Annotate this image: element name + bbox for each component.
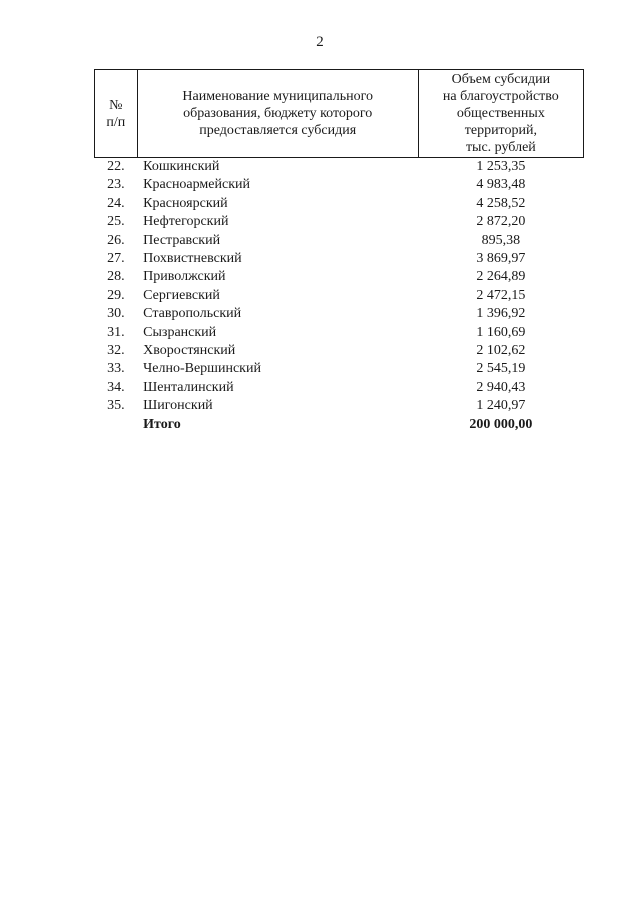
row-number: 30. — [107, 306, 125, 322]
header-number-line: п/п — [106, 114, 126, 130]
table-row — [95, 342, 584, 360]
subsidy-amount: 1 253,35 — [476, 159, 526, 174]
subsidy-amount: 1 160,69 — [476, 324, 526, 340]
total-number — [95, 416, 138, 434]
header-amount-line: общественных — [456, 106, 545, 121]
table-row — [95, 324, 584, 342]
subsidy-table — [94, 69, 584, 434]
municipality-name: Шенталинский — [143, 379, 234, 395]
row-number: 25. — [107, 214, 125, 230]
table-row — [95, 360, 584, 378]
municipality-name: Ставропольский — [143, 306, 242, 322]
header-amount-line: тыс. рублей — [465, 140, 536, 155]
subsidy-amount: 1 396,92 — [476, 306, 526, 322]
table-row — [95, 232, 584, 250]
header-amount-line: на благоустройство — [442, 89, 559, 104]
row-number: 35. — [107, 398, 125, 414]
header-municipality-line: Наименование муниципального — [182, 89, 374, 104]
header-municipality-line: образования, бюджету которого — [183, 106, 373, 121]
municipality-name: Челно-Вершинский — [143, 361, 261, 377]
subsidy-amount: 1 240,97 — [476, 398, 526, 414]
header-municipality-line: предоставляется субсидия — [199, 123, 357, 138]
table-header-row — [95, 70, 584, 158]
table-row — [95, 213, 584, 231]
table-row — [95, 250, 584, 268]
subsidy-amount: 2 940,43 — [476, 379, 526, 395]
subsidy-amount: 2 872,20 — [476, 214, 526, 230]
table-row — [95, 287, 584, 305]
table-row — [95, 195, 584, 213]
row-number: 28. — [107, 269, 125, 285]
municipality-name: Приволжский — [143, 269, 226, 285]
row-number: 31. — [107, 324, 125, 340]
table-row — [95, 268, 584, 286]
row-number: 34. — [107, 379, 125, 395]
row-number: 27. — [107, 251, 125, 267]
municipality-name: Нефтегорский — [143, 214, 229, 230]
row-number: 24. — [107, 195, 125, 211]
header-amount-line: территорий, — [464, 123, 537, 138]
subsidy-amount: 2 472,15 — [476, 287, 526, 303]
row-number: 33. — [107, 361, 125, 377]
subsidy-amount: 2 264,89 — [476, 269, 526, 285]
municipality-name: Сызранский — [143, 324, 217, 340]
subsidy-amount: 3 869,97 — [476, 251, 526, 267]
total-row — [95, 416, 584, 434]
municipality-name: Красноармейский — [143, 177, 250, 193]
table-body — [95, 158, 584, 435]
municipality-name: Кошкинский — [143, 159, 220, 174]
municipality-name: Красноярский — [143, 195, 228, 211]
subsidy-amount: 4 983,48 — [476, 177, 526, 193]
row-number: 22. — [107, 159, 125, 174]
municipality-name: Похвистневский — [143, 251, 242, 267]
table-row — [95, 176, 584, 194]
subsidy-amount: 2 545,19 — [476, 361, 526, 377]
header-municipality — [137, 70, 418, 158]
row-number: 26. — [107, 232, 125, 248]
subsidy-amount: 4 258,52 — [476, 195, 526, 211]
municipality-name: Сергиевский — [143, 287, 220, 303]
total-amount: 200 000,00 — [469, 416, 533, 432]
municipality-name: Шигонский — [143, 398, 213, 414]
table-row — [95, 305, 584, 323]
row-number: 32. — [107, 343, 125, 359]
header-subsidy-amount — [418, 70, 583, 158]
table-row — [95, 158, 584, 177]
header-number — [95, 70, 138, 158]
table-row — [95, 379, 584, 397]
subsidy-amount: 2 102,62 — [476, 343, 526, 359]
table-row — [95, 397, 584, 415]
header-amount-line: Объем субсидии — [451, 72, 551, 87]
row-number: 23. — [107, 177, 125, 193]
page-number: 2 — [316, 34, 324, 50]
municipality-name: Пестравский — [143, 232, 221, 248]
municipality-name: Хворостянский — [143, 343, 236, 359]
total-label: Итого — [143, 416, 181, 432]
subsidy-amount: 895,38 — [481, 232, 521, 248]
row-number: 29. — [107, 287, 125, 303]
header-number-line: № — [109, 97, 123, 113]
